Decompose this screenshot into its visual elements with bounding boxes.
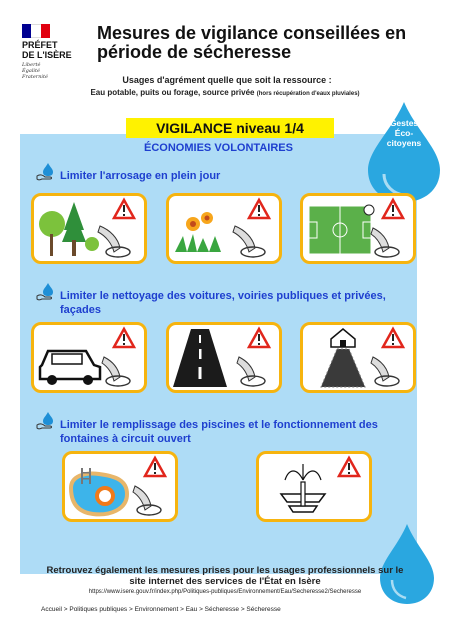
prefecture-logo	[22, 24, 84, 80]
section-3-title: Limiter le remplissage des piscines et le fonctionnement des fontaines à circuit ouvert	[60, 419, 378, 445]
eco-line-3: citoyens	[386, 138, 422, 148]
section-1-title: Limiter l'arrosage en plein jour	[60, 170, 221, 182]
card-football-field	[300, 193, 416, 264]
card-flowers	[166, 193, 282, 264]
french-flag-icon	[22, 24, 50, 38]
card-trees	[31, 193, 147, 264]
section-heading: ÉCONOMIES VOLONTAIRES	[144, 142, 293, 154]
water-sources-text: Eau potable, puits ou forage, source privée	[90, 88, 255, 97]
card-road	[166, 322, 282, 393]
section-2-title: Limiter le nettoyage des voitures, voiries publiques et privées, façades	[60, 290, 386, 316]
hand-drop-icon	[36, 411, 58, 431]
logo-line-2: DE L'ISÈRE	[22, 50, 72, 60]
card-pool	[62, 451, 178, 522]
breadcrumb: Accueil > Politiques publiques > Environnement > Eau > Sécheresse > Sécheresse	[41, 606, 281, 613]
footer-text: Retrouvez également les mesures prises pour les usages professionnels sur le site internet des services de l'État en Isère	[46, 565, 404, 587]
hand-drop-icon	[36, 162, 58, 182]
motto-liberte: Liberté	[22, 62, 41, 68]
water-sources	[40, 88, 410, 97]
eco-line-2: Éco-	[394, 128, 414, 138]
hand-drop-icon	[36, 282, 58, 302]
water-sources-note: (hors récupération d'eaux pluviales)	[256, 91, 360, 97]
vigilance-level-badge: VIGILANCE niveau 1/4	[126, 118, 334, 138]
page-title: Mesures de vigilance conseillées en période de sécheresse	[97, 23, 407, 62]
card-fountain	[256, 451, 372, 522]
eco-citizen-label	[368, 118, 440, 148]
card-house-path	[300, 322, 416, 393]
card-car	[31, 322, 147, 393]
subtitle: Usages d'agrément quelle que soit la ressource :	[122, 75, 332, 85]
footer-url[interactable]: https://www.isere.gouv.fr/index.php/Politiques-publiques/Environnement/Eau/Secheresse2/Secheresse	[88, 589, 362, 595]
eco-line-1: Gestes	[389, 118, 419, 128]
water-drop-icon	[364, 100, 444, 204]
motto-fraternite: Fraternité	[22, 74, 48, 80]
logo-line-1: PRÉFET	[22, 40, 58, 50]
motto-egalite: Égalité	[22, 68, 40, 74]
